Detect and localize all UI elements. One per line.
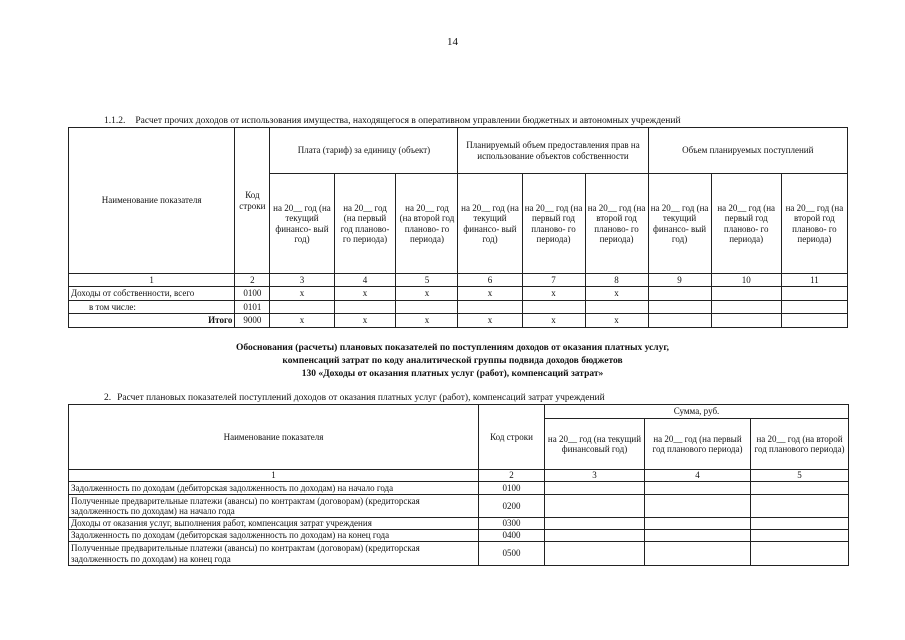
heading-line-3: 130 «Доходы от оказания платных услуг (работ), компенсаций затрат» [301, 369, 604, 379]
cell [648, 314, 711, 328]
cell [751, 518, 849, 530]
cell [781, 314, 847, 328]
cell [545, 482, 645, 495]
table-row [69, 287, 848, 301]
page-number: 14 [447, 36, 458, 48]
t1-header-tariff: Плата (тариф) за единицу (объект) [270, 128, 458, 174]
cell [751, 482, 849, 495]
row-code: 0300 [479, 518, 545, 530]
cell [711, 301, 781, 314]
row-code: 0100 [235, 287, 270, 301]
cell: x [396, 287, 458, 301]
table-row [69, 518, 849, 530]
cell: x [522, 287, 585, 301]
t1-subheader: на 20__ год (на второй год планово- го периода) [585, 174, 648, 274]
t2-colnum: 3 [545, 470, 645, 482]
t2-header-code: Код строки [479, 405, 545, 470]
heading-line-2: компенсаций затрат по коду аналитической группы подвида доходов бюджетов [282, 356, 623, 366]
t1-colnum: 7 [522, 274, 585, 287]
t1-colnum: 10 [711, 274, 781, 287]
cell [334, 301, 396, 314]
t1-colnum: 2 [235, 274, 270, 287]
cell [585, 301, 648, 314]
cell [270, 301, 334, 314]
table-row [69, 482, 849, 495]
t1-subheader: на 20__ год (на текущий финансо- вый год) [458, 174, 522, 274]
cell [645, 495, 751, 518]
cell [458, 301, 522, 314]
t1-colnum: 9 [648, 274, 711, 287]
heading-line-1: Обоснования (расчеты) плановых показателей по поступлениям доходов от оказания платных услуг, [235, 343, 670, 353]
t1-colnum: 11 [781, 274, 847, 287]
table-row [69, 495, 849, 518]
t2-subheader: на 20__ год (на текущий финансовый год) [545, 419, 645, 470]
cell: x [585, 314, 648, 328]
table-row-total [69, 314, 848, 328]
cell: x [270, 287, 334, 301]
t1-subheader: на 20__ год (на первый год планово- го периода) [522, 174, 585, 274]
cell [711, 314, 781, 328]
row-code: 0101 [235, 301, 270, 314]
t1-colnum: 8 [585, 274, 648, 287]
cell [645, 542, 751, 566]
cell: x [334, 314, 396, 328]
section2-title [104, 393, 605, 403]
row-name: Полученные предварительные платежи (авансы) по контрактам (договорам) (кредиторская задолженность по доходам) на конец года [69, 542, 479, 566]
t1-colnum: 6 [458, 274, 522, 287]
t2-subheader: на 20__ год (на второй год планового периода) [751, 419, 849, 470]
section1-number: 1.1.2. [104, 116, 126, 126]
table-row [69, 530, 849, 542]
cell: x [458, 314, 522, 328]
cell [645, 518, 751, 530]
section2-title-text: Расчет плановых показателей поступлений доходов от оказания платных услуг (работ), компенсаций затрат учреждений [117, 393, 605, 403]
t2-colnum: 4 [645, 470, 751, 482]
row-name: Задолженность по доходам (дебиторская задолженность по доходам) на начало года [69, 482, 479, 495]
row-code: 0100 [479, 482, 545, 495]
row-name: Доходы от собственности, всего [69, 287, 235, 301]
t1-subheader: на 20__ год (на текущий финансо- вый год) [270, 174, 334, 274]
t1-subheader: на 20__ год (на первый год планово- го периода) [334, 174, 396, 274]
row-name: Итого [69, 314, 235, 328]
cell: x [458, 287, 522, 301]
t1-header-revenue: Объем планируемых поступлений [648, 128, 847, 174]
cell [396, 301, 458, 314]
row-name: Полученные предварительные платежи (авансы) по контрактам (договорам) (кредиторская задолженность по доходам) на начало года [69, 495, 479, 518]
cell: x [585, 287, 648, 301]
cell: x [334, 287, 396, 301]
t2-colnum: 2 [479, 470, 545, 482]
t1-subheader: на 20__ год (на второй год планово- го периода) [781, 174, 847, 274]
cell [545, 495, 645, 518]
cell [648, 287, 711, 301]
t1-subheader: на 20__ год (на первый год планово- го периода) [711, 174, 781, 274]
cell: x [270, 314, 334, 328]
row-name: Доходы от оказания услуг, выполнения работ, компенсация затрат учреждения [69, 518, 479, 530]
cell [751, 530, 849, 542]
t1-colnum: 4 [334, 274, 396, 287]
property-income-table [68, 127, 848, 328]
cell: x [396, 314, 458, 328]
cell [545, 518, 645, 530]
cell [751, 495, 849, 518]
cell [545, 530, 645, 542]
t1-subheader: на 20__ год (на второй год планово- го периода) [396, 174, 458, 274]
section2-number: 2. [104, 393, 112, 403]
cell [545, 542, 645, 566]
cell [751, 542, 849, 566]
t1-subheader: на 20__ год (на текущий финансо- вый год) [648, 174, 711, 274]
cell [781, 287, 847, 301]
cell [711, 287, 781, 301]
t2-header-sum: Сумма, руб. [545, 405, 849, 419]
t1-colnum: 3 [270, 274, 334, 287]
t2-colnum: 5 [751, 470, 849, 482]
row-code: 0400 [479, 530, 545, 542]
row-code: 0200 [479, 495, 545, 518]
table-row [69, 542, 849, 566]
row-name: Задолженность по доходам (дебиторская задолженность по доходам) на конец года [69, 530, 479, 542]
t1-colnum: 5 [396, 274, 458, 287]
cell [645, 530, 751, 542]
t1-header-name: Наименование показателя [69, 128, 235, 274]
t1-colnum: 1 [69, 274, 235, 287]
row-code: 9000 [235, 314, 270, 328]
section1-title [104, 116, 681, 126]
cell: x [522, 314, 585, 328]
t1-header-code: Код строки [235, 128, 270, 274]
t1-header-volume: Планируемый объем предоставления прав на использование объектов собственности [458, 128, 648, 174]
t2-subheader: на 20__ год (на первый год планового периода) [645, 419, 751, 470]
t2-colnum: 1 [69, 470, 479, 482]
row-code: 0500 [479, 542, 545, 566]
cell [781, 301, 847, 314]
t2-header-name: Наименование показателя [69, 405, 479, 470]
cell [522, 301, 585, 314]
row-name: в том числе: [69, 301, 235, 314]
section1-title-text: Расчет прочих доходов от использования имущества, находящегося в оперативном управлении бюджетных и автономных учреждений [135, 116, 681, 126]
cell [645, 482, 751, 495]
paid-services-income-table [68, 404, 849, 566]
table-row [69, 301, 848, 314]
cell [648, 301, 711, 314]
